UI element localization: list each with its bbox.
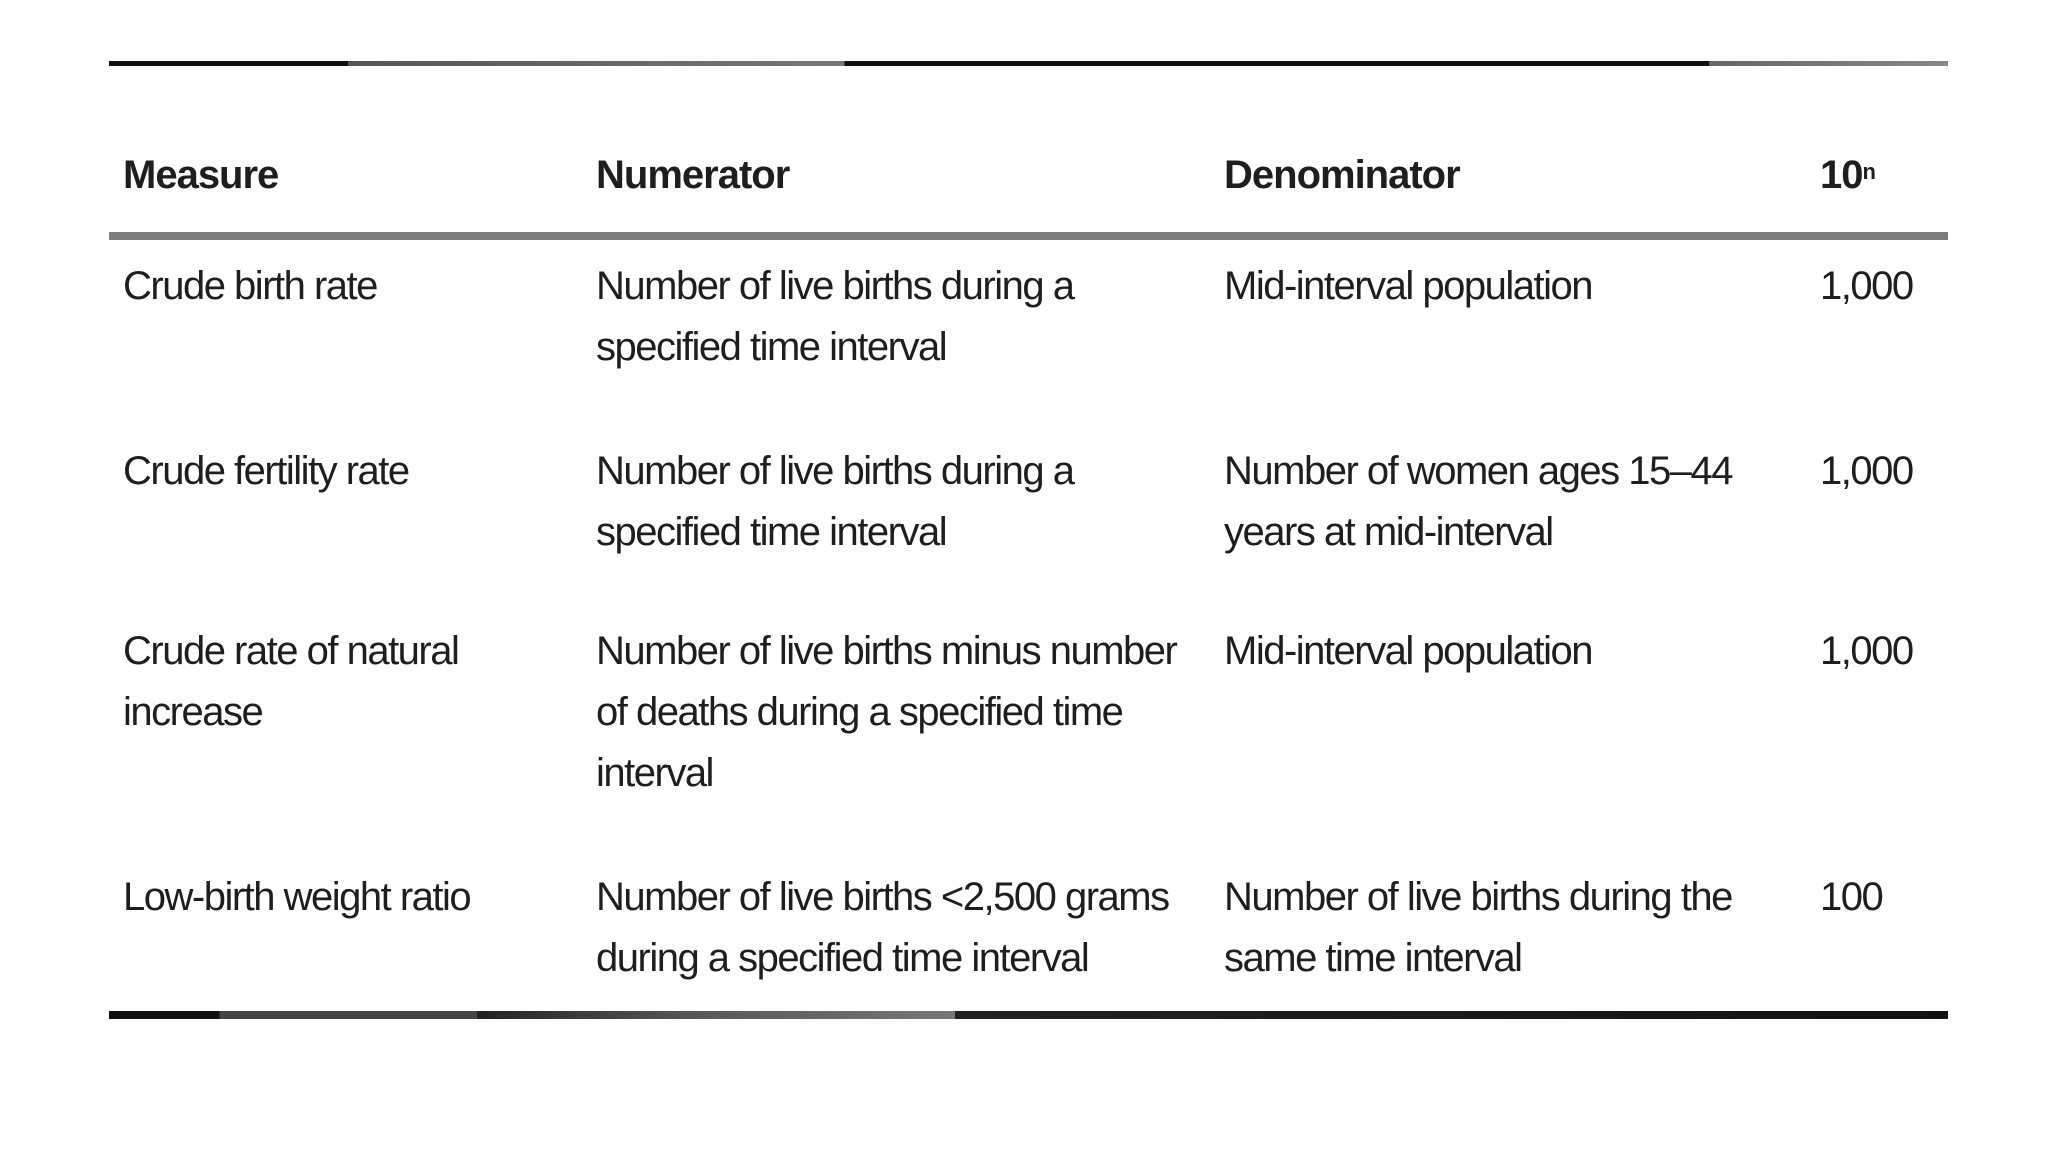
table-row [109,256,1948,441]
header-multiplier [1814,93,1948,206]
cell-measure: Crude fertility rate [123,449,409,493]
cell-numerator: Number of live births minus number of deaths during a specified time interval [596,629,1177,795]
cell-measure: Crude rate of natural increase [123,629,459,734]
cell-multiplier: 1,000 [1820,264,1913,308]
measures-table [109,61,1948,1019]
cell-multiplier: 1,000 [1820,449,1913,493]
table-bottom-rule [109,1011,1948,1019]
table-row [109,621,1948,867]
cell-multiplier: 100 [1820,875,1883,919]
cell-numerator: Number of live births during a specified time interval [596,264,1074,369]
header-multiplier-exponent: n [1862,158,1875,184]
header-numerator: Numerator [596,152,790,197]
table-header-rule [109,232,1948,240]
cell-denominator: Mid-interval population [1224,264,1592,308]
table-body [109,240,1948,1011]
table-row [109,867,1948,1011]
cell-measure: Crude birth rate [123,264,377,308]
header-multiplier-base: 10 [1820,152,1863,197]
cell-measure: Low-birth weight ratio [123,875,471,919]
cell-denominator: Number of women ages 15–44 years at mid-interval [1224,449,1732,554]
header-measure: Measure [123,152,279,197]
table-header-row [109,66,1948,232]
cell-denominator: Mid-interval population [1224,629,1592,673]
header-denominator: Denominator [1224,152,1460,197]
cell-numerator: Number of live births during a specified time interval [596,449,1074,554]
table-row [109,441,1948,621]
cell-numerator: Number of live births <2,500 grams during a specified time interval [596,875,1169,980]
cell-denominator: Number of live births during the same time interval [1224,875,1732,980]
cell-multiplier: 1,000 [1820,629,1913,673]
